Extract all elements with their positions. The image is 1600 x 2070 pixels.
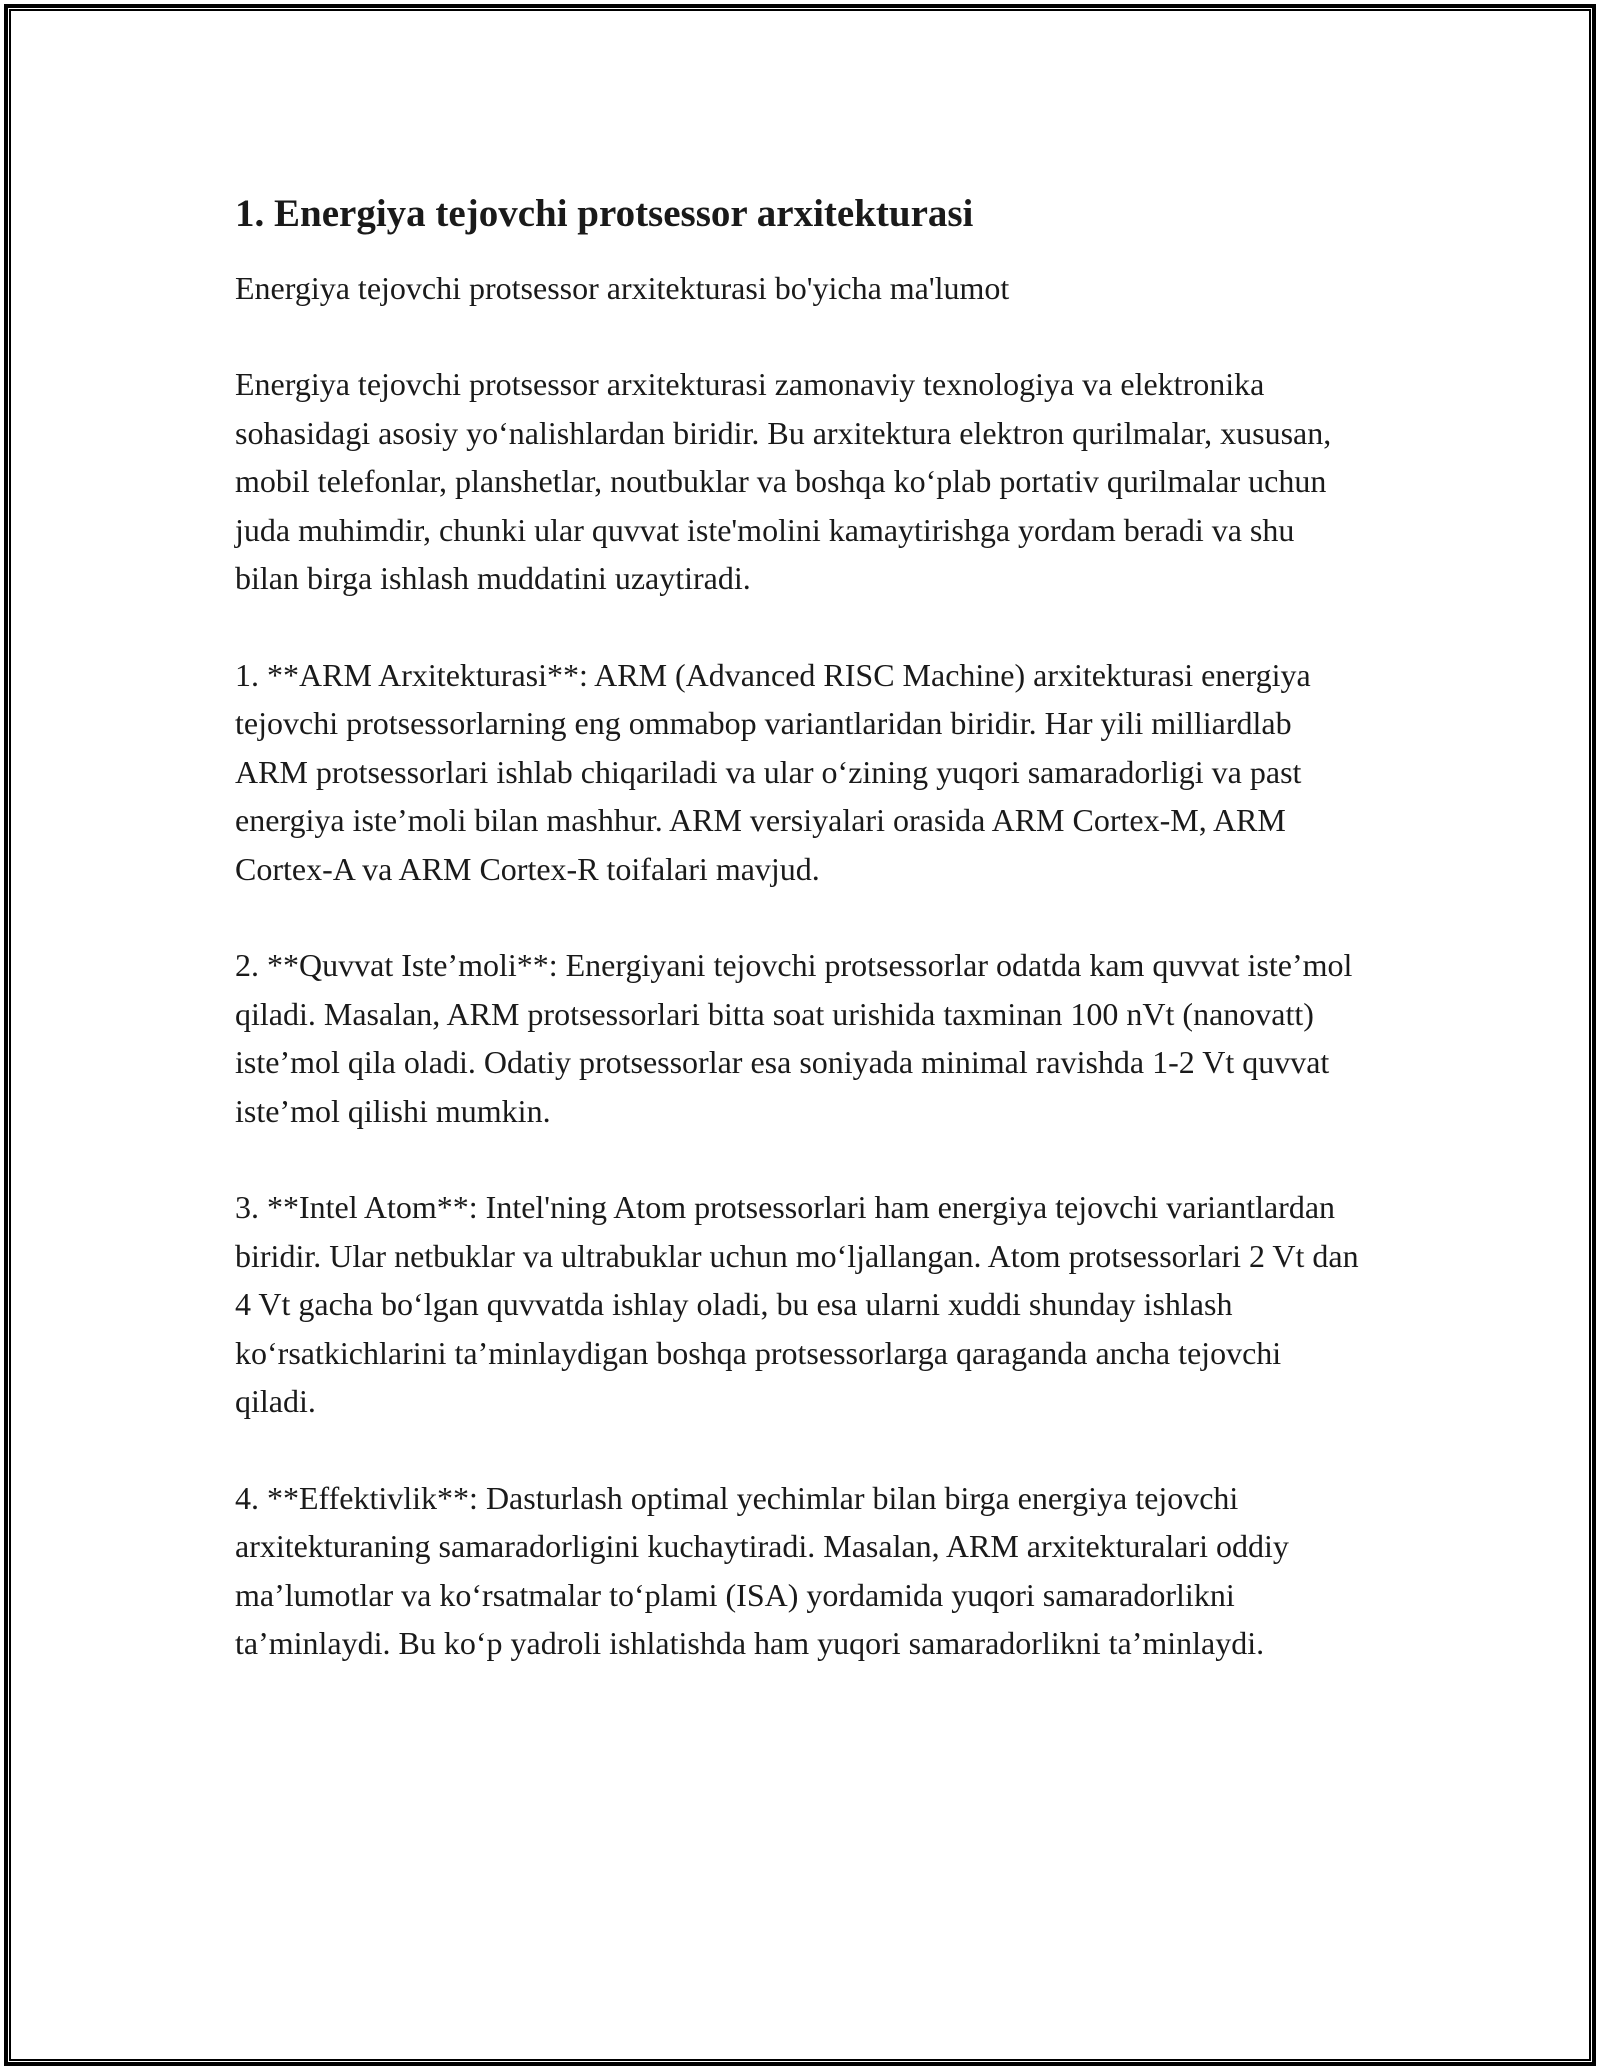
intro-paragraph: Energiya tejovchi protsessor arxitekturasi zamonaviy texnologiya va elektronika sohasidagi asosiy yo‘nalishlardan biridir. Bu arxitektura elektron qurilmalar, xususan, mobil telefonlar, planshetlar, noutbuklar va boshqa ko‘plab portativ qurilmalar uchun juda muhimdir, chunki ular quvvat iste'molini kamaytirishga yordam beradi va shu bilan birga ishlash muddatini uzaytiradi.	[235, 366, 1332, 596]
document-subtitle: Energiya tejovchi protsessor arxitekturasi bo'yicha ma'lumot	[235, 270, 1010, 306]
power-consumption-paragraph: 2. **Quvvat Iste’moli**: Energiyani tejovchi protsessorlar odatda kam quvvat iste’mol qiladi. Masalan, ARM protsessorlari bitta soat urishida taxminan 100 nVt (nanovatt) iste’mol qila oladi. Odatiy protsessorlar esa soniyada minimal ravishda 1-2 Vt quvvat iste’mol qilishi mumkin.	[235, 947, 1353, 1129]
document-title: 1. Energiya tejovchi protsessor arxitekturasi	[235, 192, 974, 235]
arm-architecture-paragraph: 1. **ARM Arxitekturasi**: ARM (Advanced RISC Machine) arxitekturasi energiya tejovchi protsessorlarning eng ommabop variantlaridan biridir. Har yili milliardlab ARM protsessorlari ishlab chiqariladi va ular o‘zining yuqori samaradorligi va past energiya iste’moli bilan mashhur. ARM versiyalari orasida ARM Cortex-M, ARM Cortex-A va ARM Cortex-R toifalari mavjud.	[235, 656, 1311, 887]
intel-atom-paragraph: 3. **Intel Atom**: Intel'ning Atom protsessorlari ham energiya tejovchi variantlardan biridir. Ular netbuklar va ultrabuklar uchun mo‘ljallangan. Atom protsessorlari 2 Vt dan 4 Vt gacha bo‘lgan quvvatda ishlay oladi, bu esa ularni xuddi shunday ishlash ko‘rsatkichlarini ta’minlaydigan boshqa protsessorlarga qaraganda ancha tejovchi qiladi.	[235, 1189, 1359, 1419]
document-body	[235, 188, 1365, 1668]
efficiency-paragraph: 4. **Effektivlik**: Dasturlash optimal yechimlar bilan birga energiya tejovchi arxitekturaning samaradorligini kuchaytiradi. Masalan, ARM arxitekturalari oddiy ma’lumotlar va ko‘rsatmalar to‘plami (ISA) yordamida yuqori samaradorlikni ta’minlaydi. Bu ko‘p yadroli ishlatishda ham yuqori samaradorlikni ta’minlaydi.	[235, 1479, 1289, 1661]
